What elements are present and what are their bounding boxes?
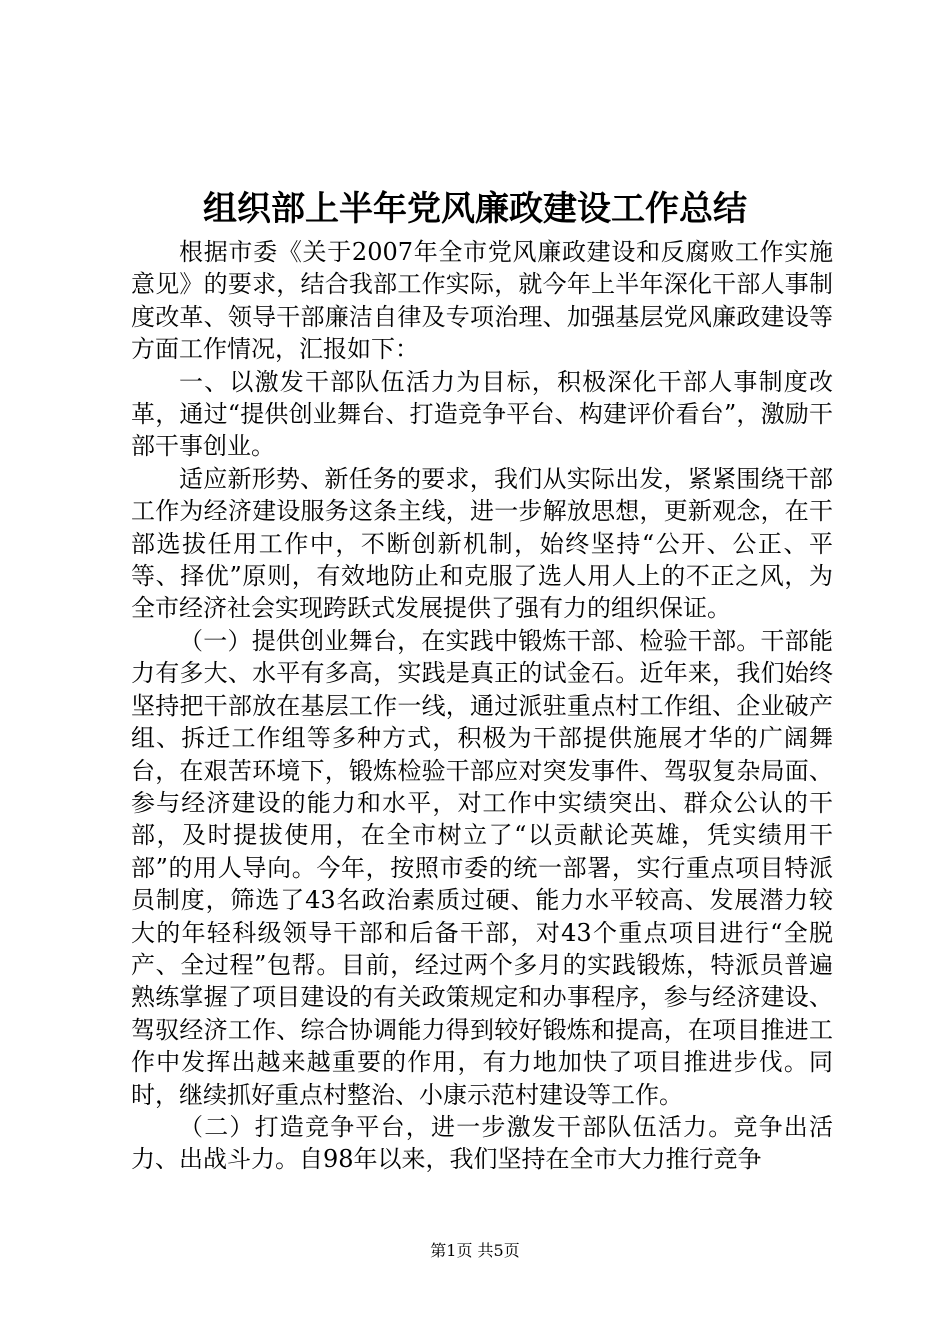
paragraph-subsection-one: （一）提供创业舞台，在实践中锻炼干部、检验干部。干部能力有多大、水平有多高，实践是真正的试金石。近年来，我们始终坚持把干部放在基层工作一线，通过派驻重点村工作组、企业破产组、拆迁工作组等多种方式，积极为干部提供施展才华的广阔舞台，在艰苦环境下，锻炼检验干部应对突发事件、驾驭复杂局面、参与经济建设的能力和水平，对工作中实绩突出、群众公认的干部，及时提拔使用，在全市树立了“以贡献论英雄，凭实绩用干部”的用人导向。今年，按照市委的统一部署，实行重点项目特派员制度，筛选了43名政治素质过硬、能力水平较高、发展潜力较大的年轻科级领导干部和后备干部，对43个重点项目进行“全脱产、全过程”包帮。目前，经过两个多月的实践锻炼，特派员普遍熟练掌握了项目建设的有关政策规定和办事程序，参与经济建设、驾驭经济工作、综合协调能力得到较好锻炼和提高，在项目推进工作中发挥出越来越重要的作用，有力地加快了项目推进步伐。同时，继续抓好重点村整治、小康示范村建设等工作。 (131, 626, 833, 1109)
document-body (131, 236, 833, 1176)
paragraph-context: 适应新形势、新任务的要求，我们从实际出发，紧紧围绕干部工作为经济建设服务这条主线，进一步解放思想，更新观念，在干部选拔任用工作中，不断创新机制，始终坚持“公开、公正、平等、择优”原则，有效地防止和克服了选人用人上的不正之风，为全市经济社会实现跨跃式发展提供了强有力的组织保证。 (131, 464, 833, 623)
document-title: 组织部上半年党风廉政建设工作总结 (203, 189, 747, 229)
paragraph-subsection-two: （二）打造竞争平台，进一步激发干部队伍活力。竞争出活力、出战斗力。自98年以来，我们坚持在全市大力推行竞争 (131, 1112, 833, 1174)
paragraph-intro: 根据市委《关于2007年全市党风廉政建设和反腐败工作实施意见》的要求，结合我部工作实际，就今年上半年深化干部人事制度改革、领导干部廉洁自律及专项治理、加强基层党风廉政建设等方面工作情况，汇报如下： (131, 238, 833, 364)
page-number-footer: 第1页 共5页 (430, 1241, 520, 1260)
paragraph-section-one: 一、以激发干部队伍活力为目标，积极深化干部人事制度改革，通过“提供创业舞台、打造竞争平台、构建评价看台”，激励干部干事创业。 (131, 367, 833, 461)
